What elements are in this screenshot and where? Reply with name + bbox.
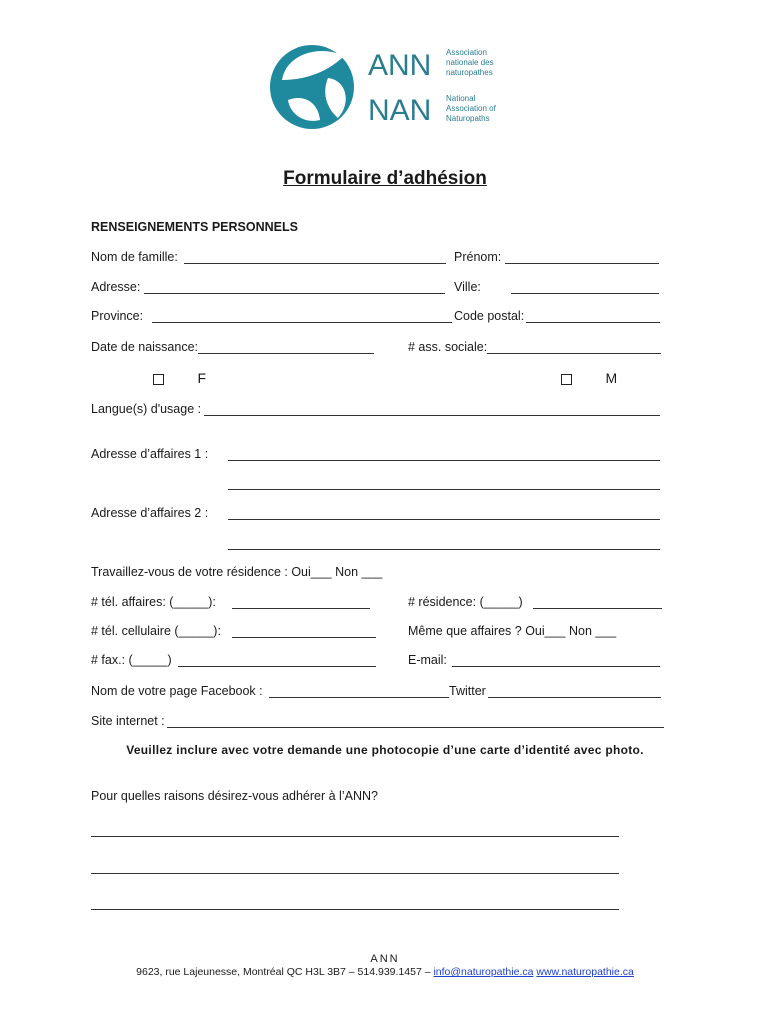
nom-famille-label: Nom de famille:	[91, 250, 178, 264]
tel-cellulaire-field[interactable]	[232, 637, 376, 638]
sex-m-label: M	[605, 370, 618, 386]
facebook-field[interactable]	[269, 697, 449, 698]
sex-f-label: F	[197, 370, 207, 386]
province-field[interactable]	[152, 322, 452, 323]
adresse-label: Adresse:	[91, 280, 141, 294]
date-naissance-field[interactable]	[198, 353, 374, 354]
adresse-affaires-1-field-line-2[interactable]	[228, 489, 660, 490]
logo-fr-line-1: Association	[446, 48, 487, 57]
twitter-label: Twitter	[449, 684, 486, 698]
ville-field[interactable]	[511, 293, 659, 294]
footer-org-name: ANN	[370, 953, 400, 965]
logo-nan-text: NAN	[368, 94, 432, 127]
langues-field[interactable]	[204, 415, 660, 416]
ann-nan-logo	[268, 40, 513, 135]
langues-label: Langue(s) d'usage :	[91, 402, 202, 416]
twitter-field[interactable]	[488, 697, 661, 698]
reasons-question: Pour quelles raisons désirez-vous adhérer à l’ANN?	[91, 789, 378, 803]
residence-label: # résidence: (_____)	[408, 595, 523, 609]
date-naissance-label: Date de naissance:	[91, 340, 199, 354]
sex-f-option[interactable]	[153, 370, 206, 386]
site-internet-label: Site internet :	[91, 714, 165, 728]
travaillez-residence-question[interactable]: Travaillez-vous de votre résidence : Oui___ Non ___	[91, 565, 383, 579]
email-field[interactable]	[452, 666, 660, 667]
nom-famille-field[interactable]	[184, 263, 446, 264]
logo-en-line-2: Association of	[446, 104, 496, 113]
reasons-answer-line-2[interactable]	[91, 873, 619, 874]
sex-m-option[interactable]	[561, 370, 617, 386]
adresse-affaires-1-label: Adresse d’affaires 1 :	[91, 447, 209, 461]
facebook-label: Nom de votre page Facebook :	[91, 684, 263, 698]
fax-field[interactable]	[178, 666, 376, 667]
adresse-field[interactable]	[144, 293, 445, 294]
adresse-affaires-2-label: Adresse d’affaires 2 :	[91, 506, 209, 520]
ville-label: Ville:	[454, 280, 481, 294]
tel-affaires-field[interactable]	[232, 608, 370, 609]
photo-id-notice: Veuillez inclure avec votre demande une photocopie d’une carte d’identité avec photo.	[126, 743, 644, 757]
meme-affaires-question[interactable]: Même que affaires ? Oui___ Non ___	[408, 624, 617, 638]
residence-field[interactable]	[533, 608, 662, 609]
code-postal-label: Code postal:	[454, 309, 525, 323]
form-title: Formulaire d’adhésion	[283, 168, 487, 189]
reasons-answer-line-3[interactable]	[91, 909, 619, 910]
checkbox-f[interactable]	[153, 374, 164, 385]
adresse-affaires-1-field-line-1[interactable]	[228, 460, 660, 461]
footer-website-link[interactable]: www.naturopathie.ca	[536, 966, 634, 978]
logo-fr-line-2: nationale des	[446, 58, 494, 67]
checkbox-m[interactable]	[561, 374, 572, 385]
tel-cellulaire-label: # tél. cellulaire (_____):	[91, 624, 221, 638]
ass-sociale-field[interactable]	[487, 353, 661, 354]
site-internet-field[interactable]	[167, 727, 664, 728]
code-postal-field[interactable]	[526, 322, 660, 323]
email-label: E-mail:	[408, 653, 447, 667]
adresse-affaires-2-field-line-2[interactable]	[228, 549, 660, 550]
logo-ann-text: ANN	[368, 49, 432, 82]
logo-en-line-3: Naturopaths	[446, 114, 490, 123]
footer-contact	[0, 966, 770, 978]
footer-email-link[interactable]: info@naturopathie.ca	[433, 966, 534, 978]
logo-fr-line-3: naturopathes	[446, 68, 493, 77]
section-heading: RENSEIGNEMENTS PERSONNELS	[91, 220, 298, 234]
logo-en-line-1: National	[446, 94, 476, 103]
fax-label: # fax.: (_____)	[91, 653, 172, 667]
reasons-answer-line-1[interactable]	[91, 836, 619, 837]
tel-affaires-label: # tél. affaires: (_____):	[91, 595, 216, 609]
adresse-affaires-2-field-line-1[interactable]	[228, 519, 660, 520]
footer-address: 9623, rue Lajeunesse, Montréal QC H3L 3B7 – 514.939.1457 –	[136, 966, 431, 978]
prenom-field[interactable]	[505, 263, 659, 264]
ass-sociale-label: # ass. sociale:	[408, 340, 488, 354]
province-label: Province:	[91, 309, 144, 323]
prenom-label: Prénom:	[454, 250, 502, 264]
